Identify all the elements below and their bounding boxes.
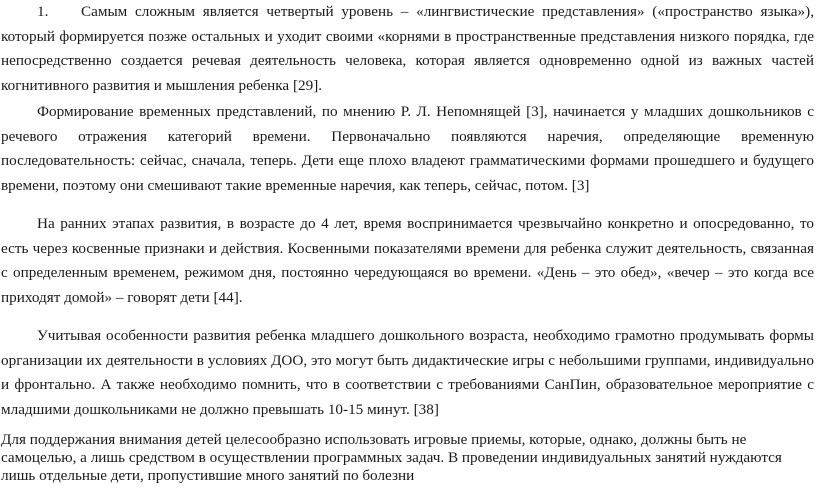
paragraph-2: Формирование временных представлений, по мнению Р. Л. Непомнящей [3], начинается у младших дошкольников с речевого отражения категорий времени. Первоначально появляются наречия, определяющие временную последовательность: сейчас, сначала, теперь. Дети еще плохо владеют грамматическими формами прошедшего и будущего времени, поэтому они смешивают такие временные наречия, как теперь, сейчас, потом. [3]	[1, 103, 814, 194]
paragraph-4: Учитывая особенности развития ребенка младшего дошкольного возраста, необходимо грамотно продумывать формы организации их деятельности в условиях ДОО, это могут быть дидактические игры с небольшими группами, индивидуально и фронтально. А также необходимо помнить, что в соответствии с требованиями СанПин, образовательное мероприятие с младшими дошкольниками не должно превышать 10-15 минут. [38]	[1, 327, 814, 418]
paragraph-text: Самым сложным является четвертый уровень – «лингвистические представления» («пространство языка»), который формируется позже остальных и уходит своими «корнями в пространственные представления низкого порядка, где непосредственно создается речевая деятельность человека, которая является одновременно одной из важных частей когнитивного развития и мышления ребенка [29].	[1, 3, 814, 94]
list-number: 1.	[37, 3, 49, 20]
paragraph-3: На ранних этапах развития, в возрасте до 4 лет, время воспринимается чрезвычайно конкретно и опосредованно, то есть через косвенные признаки и действия. Косвенными показателями времени для ребенка служит деятельность, связанная с определенным временем, режимом дня, постоянно чередующаяся во времени. «День – это обед», «вечер – это когда все приходят домой» – говорят дети [44].	[1, 215, 814, 306]
paragraph-5: Для поддержания внимания детей целесообразно использовать игровые приемы, которые, однако, должны быть не самоцелью, а лишь средством в осуществлении программных задач. В проведении индивидуальных занятий нуждаются лишь отдельные дети, пропустившие много занятий по болезни	[1, 431, 782, 484]
numbered-paragraph-1	[0, 0, 816, 98]
